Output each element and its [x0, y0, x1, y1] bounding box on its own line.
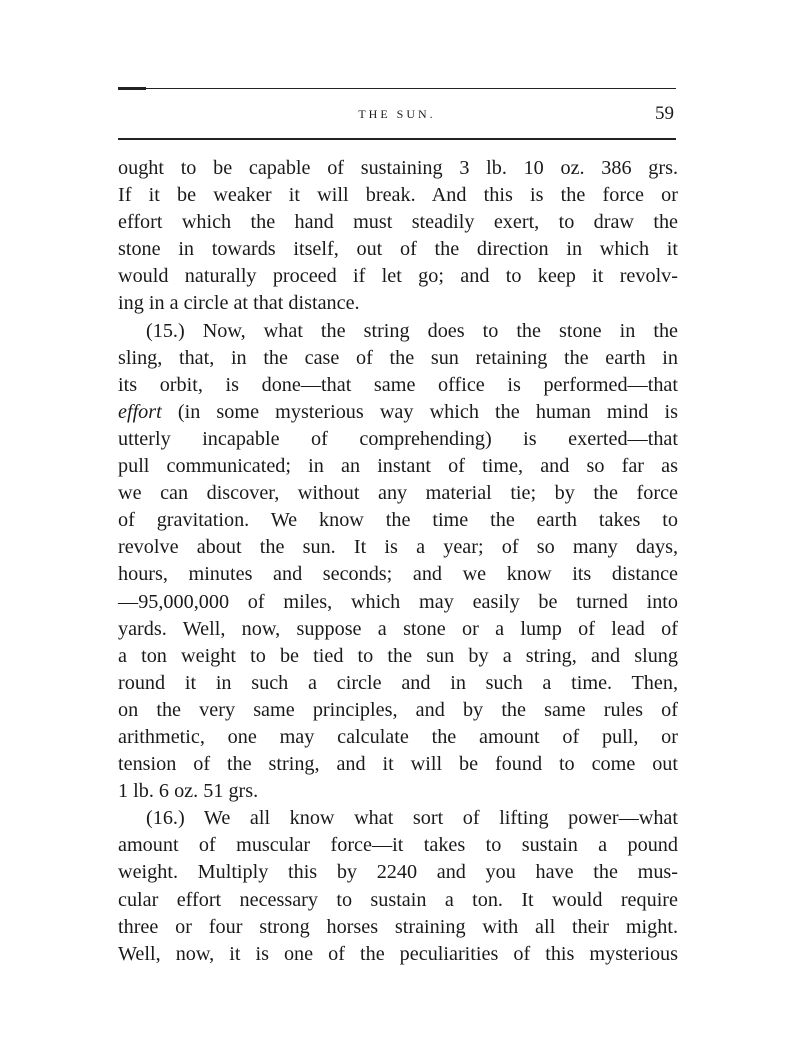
text-line: —95,000,000 of miles, which may easily be turned into: [118, 590, 678, 613]
header-bottom-rule: [118, 138, 676, 140]
text-line-with-italic: [118, 399, 678, 426]
text-line: yards. Well, now, suppose a stone or a lump of lead of: [118, 617, 678, 640]
text-line: effort which the hand must steadily exert, to draw the: [118, 211, 678, 234]
text-line: on the very same principles, and by the same rules of: [118, 698, 678, 721]
page-number: 59: [655, 103, 674, 124]
text-line: stone in towards itself, out of the direction in which it: [118, 238, 678, 261]
text-line: (15.) Now, what the string does to the stone in the: [146, 319, 678, 342]
text-line: weight. Multiply this by 2240 and you have the mus-: [118, 861, 678, 884]
text-line: If it be weaker it will break. And this is the force or: [118, 184, 678, 207]
text-line: (16.) We all know what sort of lifting power—what: [146, 807, 678, 830]
text-line: round it in such a circle and in such a time. Then,: [118, 671, 678, 694]
text-line: tension of the string, and it will be found to come out: [118, 753, 678, 776]
text-line: arithmetic, one may calculate the amount of pull, or: [118, 725, 678, 748]
header-top-rule: [118, 88, 676, 89]
text-line-remainder: (in some mysterious way which the human mind is: [161, 400, 678, 423]
rule-mark: [118, 87, 146, 90]
running-head: [118, 103, 676, 127]
text-line: its orbit, is done—that same office is performed—that: [118, 373, 678, 396]
text-line: utterly incapable of comprehending) is exerted—that: [118, 427, 678, 450]
italic-word: effort: [118, 400, 162, 423]
text-line: we can discover, without any material tie; by the force: [118, 482, 678, 505]
text-line: Well, now, it is one of the peculiarities of this mysterious: [118, 942, 678, 965]
text-line: hours, minutes and seconds; and we know its distance: [118, 563, 678, 586]
body-text: [118, 155, 678, 968]
book-page: [118, 0, 680, 1050]
text-line: of gravitation. We know the time the earth takes to: [118, 509, 678, 532]
text-line: amount of muscular force—it takes to sustain a pound: [118, 834, 678, 857]
text-line: cular effort necessary to sustain a ton. It would require: [118, 888, 678, 911]
text-line: pull communicated; in an instant of time, and so far as: [118, 455, 678, 478]
text-line: ought to be capable of sustaining 3 lb. 10 oz. 386 grs.: [118, 157, 678, 179]
text-line: sling, that, in the case of the sun retaining the earth in: [118, 346, 678, 369]
text-line: ing in a circle at that distance.: [118, 292, 360, 315]
text-line: revolve about the sun. It is a year; of so many days,: [118, 536, 678, 559]
text-line: a ton weight to be tied to the sun by a string, and slung: [118, 644, 678, 667]
text-line: would naturally proceed if let go; and to keep it revolv-: [118, 265, 678, 288]
running-title: THE SUN.: [358, 107, 436, 121]
text-line: 1 lb. 6 oz. 51 grs.: [118, 780, 259, 803]
text-line: three or four strong horses straining with all their might.: [118, 915, 678, 938]
